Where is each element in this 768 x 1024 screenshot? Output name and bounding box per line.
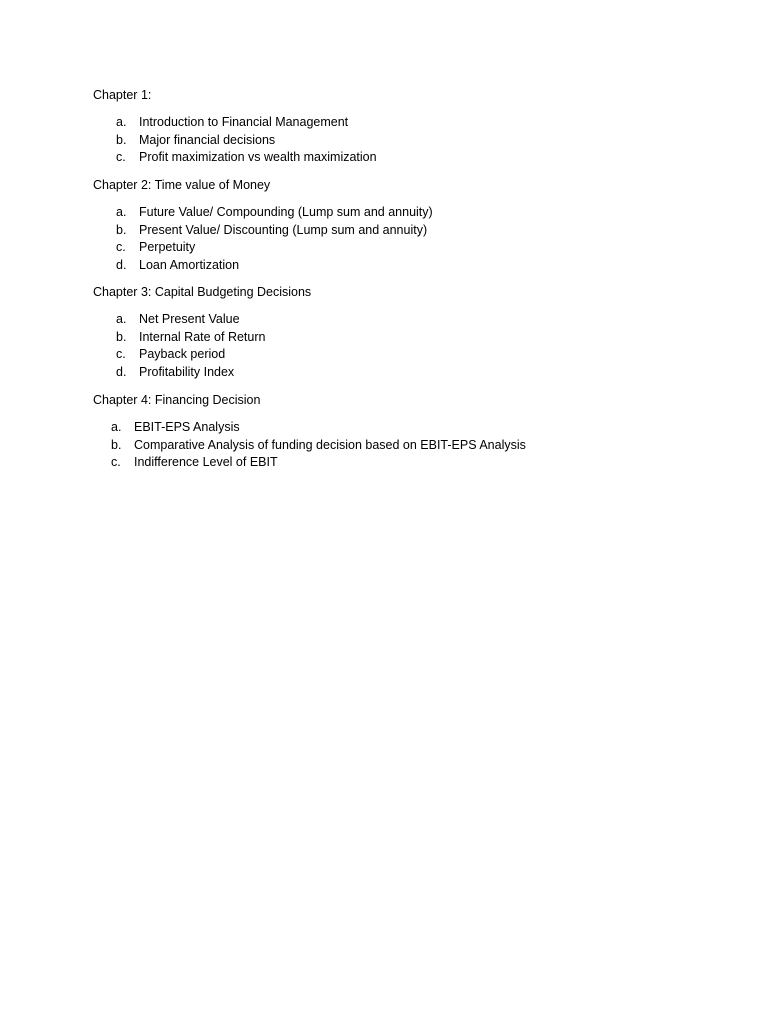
list-marker: a.	[111, 420, 122, 434]
list-item-text: Profitability Index	[139, 364, 235, 379]
list-item-text: Indifference Level of EBIT	[134, 455, 278, 469]
list-item-text: EBIT-EPS Analysis	[134, 420, 240, 434]
list-marker: c.	[116, 150, 126, 164]
list-marker: b.	[111, 437, 122, 452]
list-marker: a.	[116, 205, 127, 219]
list-item-text: Major financial decisions	[139, 132, 276, 147]
list-marker: d.	[116, 364, 127, 379]
list-item-text: Introduction to Financial Management	[139, 115, 349, 129]
chapter-1-heading: Chapter 1:	[93, 88, 152, 102]
list-marker: c.	[116, 347, 126, 361]
list-marker: b.	[116, 222, 127, 237]
list-item-text: Comparative Analysis of funding decision based on EBIT-EPS Analysis	[134, 437, 526, 452]
list-marker: a.	[116, 312, 127, 326]
list-marker: d.	[116, 257, 127, 272]
list-marker: c.	[116, 240, 126, 254]
chapter-3-heading: Chapter 3: Capital Budgeting Decisions	[93, 285, 312, 299]
list-item-text: Loan Amortization	[139, 257, 240, 272]
list-marker: b.	[116, 132, 127, 147]
chapter-2-heading: Chapter 2: Time value of Money	[93, 178, 271, 192]
list-marker: b.	[116, 329, 127, 344]
list-marker: a.	[116, 115, 127, 129]
list-item-text: Net Present Value	[139, 312, 240, 326]
list-item-text: Internal Rate of Return	[139, 329, 266, 344]
list-item-text: Payback period	[139, 347, 226, 361]
list-item-text: Profit maximization vs wealth maximization	[139, 150, 377, 164]
list-item-text: Perpetuity	[139, 240, 196, 254]
list-marker: c.	[111, 455, 121, 469]
list-item-text: Present Value/ Discounting (Lump sum and annuity)	[139, 222, 428, 237]
chapter-4-heading: Chapter 4: Financing Decision	[93, 393, 261, 407]
list-item-text: Future Value/ Compounding (Lump sum and annuity)	[139, 205, 433, 219]
